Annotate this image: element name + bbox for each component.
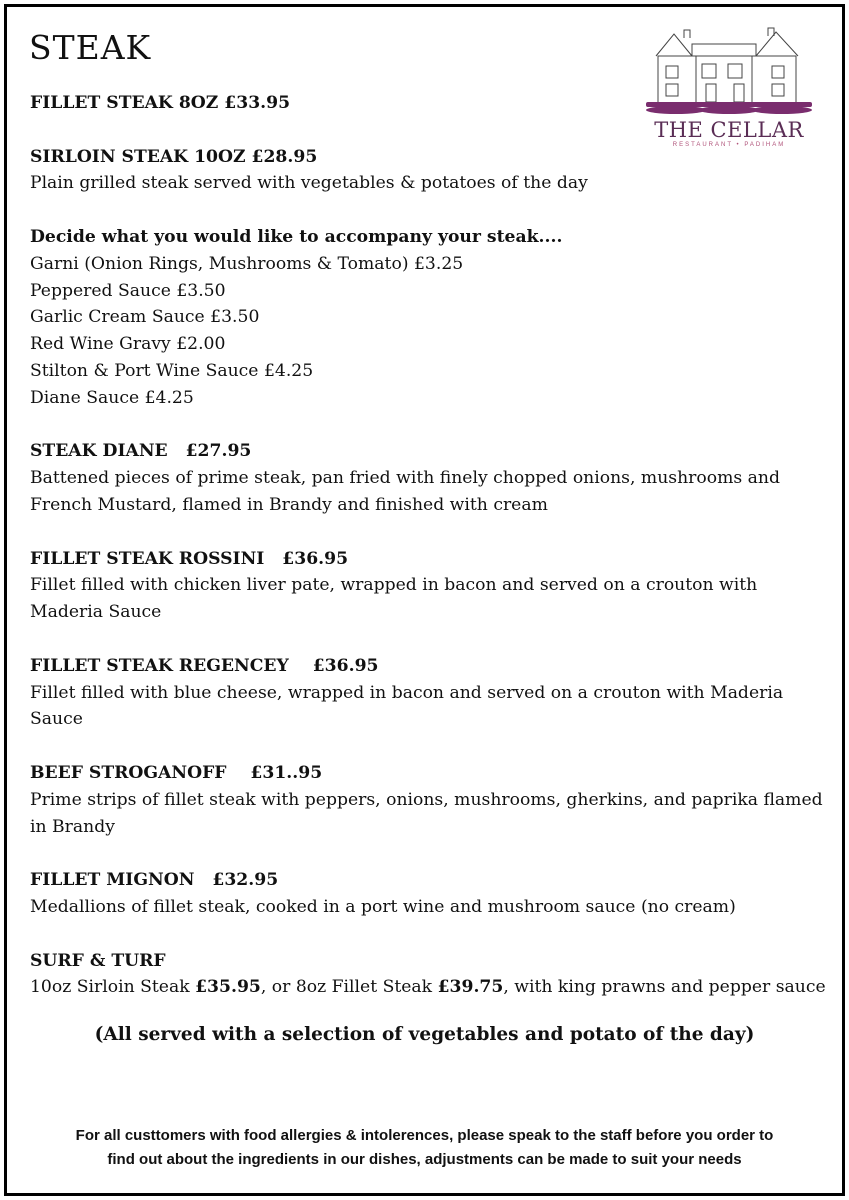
item-description: Prime strips of fillet steak with peppers, onions, mushrooms, gherkins, and paprika flamed in Brandy	[30, 789, 823, 837]
item-heading: FILLET STEAK ROSSINI £36.95	[30, 548, 349, 569]
allergy-line: find out about the ingredients in our dishes, adjustments can be made to suit your needs	[107, 1151, 742, 1168]
item-heading: SIRLOIN STEAK 10OZ £28.95	[30, 146, 318, 167]
accompaniment-option: Red Wine Gravy £2.00	[30, 334, 226, 355]
allergy-notice	[20, 1124, 829, 1172]
item-description: Fillet filled with blue cheese, wrapped in bacon and served on a crouton with Maderia Sauce	[30, 682, 784, 730]
surf-desc-part: , or 8oz Fillet Steak	[260, 977, 438, 998]
accompaniment-option: Diane Sauce £4.25	[30, 387, 194, 408]
item-heading: STEAK DIANE £27.95	[30, 441, 252, 462]
accompaniment-option: Peppered Sauce £3.50	[30, 280, 226, 301]
menu-item-steak-diane	[30, 438, 830, 518]
item-heading: FILLET STEAK REGENCEY £36.95	[30, 655, 379, 676]
accompaniment-section	[30, 224, 830, 412]
item-description	[30, 974, 830, 1001]
item-heading: FILLET STEAK 8OZ £33.95	[30, 93, 291, 113]
menu-item-rossini	[30, 546, 830, 626]
menu-item-stroganoff	[30, 760, 830, 840]
logo-subtitle: RESTAURANT • PADIHAM	[672, 142, 786, 148]
accompaniment-option: Garni (Onion Rings, Mushrooms & Tomato) £3.25	[30, 253, 464, 274]
item-description: Medallions of fillet steak, cooked in a port wine and mushroom sauce (no cream)	[30, 896, 736, 917]
accompaniment-option: Stilton & Port Wine Sauce £4.25	[30, 360, 314, 381]
menu-item-mignon	[30, 867, 830, 921]
surf-price-sirloin: £35.95	[195, 977, 261, 998]
surf-desc-part: , with king prawns and pepper sauce	[503, 977, 826, 998]
item-heading: BEEF STROGANOFF £31..95	[30, 762, 323, 783]
item-description: Fillet filled with chicken liver pate, wrapped in bacon and served on a crouton with Maderia Sauce	[30, 575, 758, 623]
item-description: Plain grilled steak served with vegetables & potatoes of the day	[30, 173, 588, 194]
accompaniment-option: Garlic Cream Sauce £3.50	[30, 307, 260, 328]
menu-item-surf-turf	[30, 948, 830, 1002]
allergy-line: For all custtomers with food allergies & intolerences, please speak to the staff before you order to	[75, 1127, 774, 1144]
item-description: Battened pieces of prime steak, pan fried with finely chopped onions, mushrooms and French Mustard, flamed in Brandy and finished with cream	[30, 468, 780, 515]
item-heading: FILLET MIGNON £32.95	[30, 870, 279, 891]
logo-wordmark: THE CELLAR	[654, 118, 804, 142]
served-with-note: (All served with a selection of vegetables and potato of the day)	[94, 1024, 755, 1045]
surf-price-fillet: £39.75	[437, 977, 504, 998]
surf-desc-part: 10oz Sirloin Steak	[30, 977, 196, 998]
item-heading: SURF & TURF	[30, 950, 166, 971]
menu-item-fillet-8oz	[30, 90, 830, 117]
page-title: STEAK	[29, 28, 152, 67]
accompaniment-heading: Decide what you would like to accompany your steak....	[30, 226, 563, 247]
menu-list	[30, 90, 830, 1028]
menu-item-regencey	[30, 653, 830, 733]
menu-item-sirloin	[30, 144, 830, 198]
